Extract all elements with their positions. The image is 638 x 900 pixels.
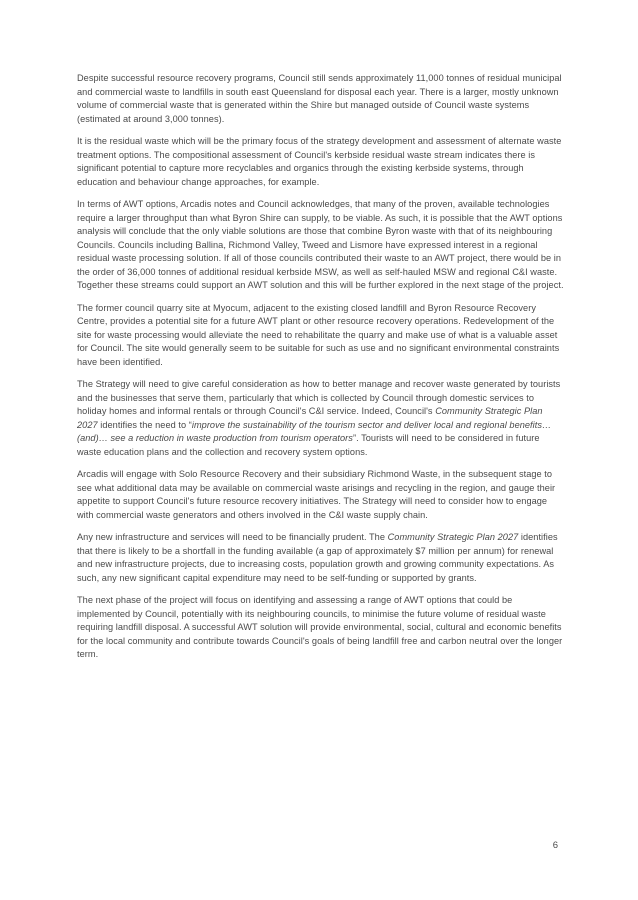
paragraph-strategy-focus — [77, 135, 565, 189]
italic-plan-title: Community Strategic Plan 2027 — [387, 532, 519, 542]
text-segment: The former council quarry site at Myocum, adjacent to the existing closed landfill and Byron Resource Recovery Centre, provides a potential site for a future AWT plant or other resource recovery operations. Redevelopment of the site for waste processing would alleviate the need to rehabilitate the quarry and make use of what is a valuable asset for Council. The site would generally seem to be suitable for such as use and no significant environmental constraints have been identified. — [77, 302, 560, 367]
text-segment: The next phase of the project will focus on identifying and assessing a range of AWT options that could be implemented by Council, potentially with its neighbouring councils, to minimise the future volume of residual waste requiring landfill disposal. A successful AWT solution will provide environmental, social, cultural and economic benefits for the local community and contribute towards Council's goals of being landfill free and carbon neutral over the longer term. — [77, 595, 563, 659]
page-number: 6 — [552, 840, 558, 851]
paragraph-next-phase — [77, 594, 565, 662]
text-segment: ”. Tourists will need to be considered in future waste education plans and the collection and recovery system options. — [77, 433, 540, 457]
paragraph-awt-options — [77, 198, 565, 293]
paragraph-solo-engagement — [77, 468, 565, 522]
paragraph-tourism-waste — [77, 378, 565, 459]
text-segment: Despite successful resource recovery programs, Council still sends approximately 11,000 tonnes of residual municipal and commercial waste to landfills in south east Queensland for disposal each year. There is a larger, mostly unknown volume of commercial waste that is generated within the Shire but managed outside of Council waste systems (estimated at around 3,000 tonnes). — [77, 73, 562, 124]
paragraph-myocum-site — [77, 302, 565, 370]
text-segment: The Strategy will need to give careful consideration as how to better manage and recover waste generated by tourists and the businesses that serve them, particularly that which is collected by Council through domestic services to holiday homes and informal rentals or through Council's C&I service. Indeed, Council's — [77, 379, 561, 416]
text-segment: It is the residual waste which will be the primary focus of the strategy development and assessment of alternate waste treatment options. The compositional assessment of Council's kerbside residual waste stream indicates there is significant potential to capture more recyclables and organics through the existing kerbside systems, through education and behaviour change approaches, for example. — [77, 136, 562, 187]
text-segment: In terms of AWT options, Arcadis notes and Council acknowledges, that many of the proven, available technologies require a larger throughput than what Byron Shire can supply, to be viable. As such, it is possible that the AWT options analysis will conclude that the only viable solutions are those that combine Byron waste with that of its neighbouring Councils. Councils including Ballina, Richmond Valley, Tweed and Lismore have expressed interest in a regional residual waste processing solution. If all of those councils contributed their waste to an AWT project, there would be in the order of 36,000 tonnes of additional residual kerbside MSW, as well as self-hauled MSW and regional C&I waste. Together these streams could support an AWT solution and this will be further explored in the next stage of the project. — [77, 199, 564, 290]
paragraph-residual-waste-volume — [77, 72, 565, 126]
paragraph-financial-prudence — [77, 531, 565, 585]
text-segment: identifies that there is likely to be a shortfall in the funding available (a gap of approximately $7 million per annum) for renewal and new infrastructure projects, due to increasing costs, population growth and growing community expectations. As such, any new significant capital expenditure may need to be self-funding or supported by grants. — [77, 532, 558, 583]
italic-quote: improve the sustainability of the tourism sector and deliver local and regional benefits…(and)… see a reduction in waste production from tourism operators — [77, 419, 552, 443]
italic-plan-title: Community Strategic Plan 2027 — [77, 406, 543, 430]
body-text — [77, 72, 565, 671]
text-segment: Any new infrastructure and services will need to be financially prudent. The — [77, 532, 388, 542]
text-segment: identifies the need to “ — [97, 419, 192, 430]
text-segment: Arcadis will engage with Solo Resource Recovery and their subsidiary Richmond Waste, in the subsequent stage to see what additional data may be available on commercial waste arisings and recycling in the region, and gauge their appetite to support Council's future resource recovery initiatives. The Strategy will need to consider how to engage with commercial waste generators and others involved in the C&I waste supply chain. — [77, 469, 556, 520]
